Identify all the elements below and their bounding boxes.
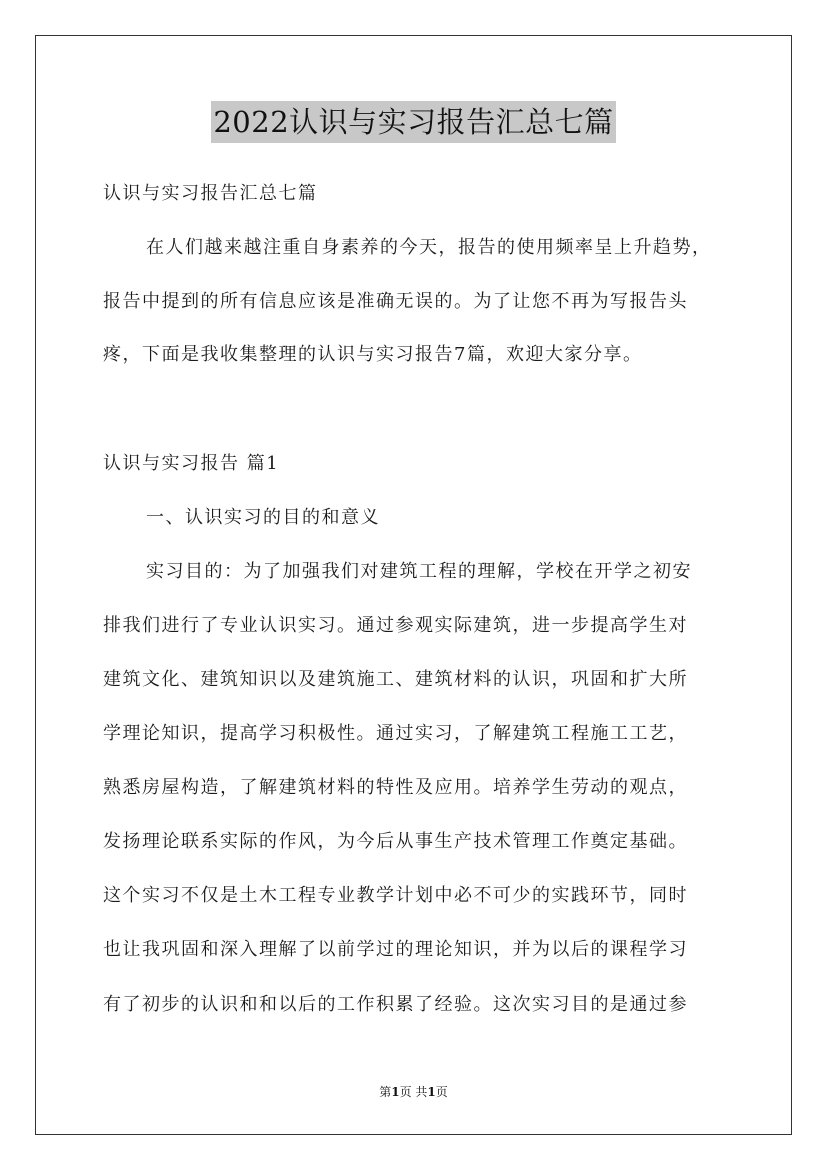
page-mid: 页 共 [399, 1085, 428, 1099]
page-suffix: 页 [435, 1085, 448, 1099]
body-line: 建筑文化、建筑知识以及建筑施工、建筑材料的认识，巩固和扩大所 [103, 669, 688, 690]
body-line: 熟悉房屋构造，了解建筑材料的特性及应用。培养学生劳动的观点， [103, 777, 688, 798]
document-subtitle: 认识与实习报告汇总七篇 [103, 183, 318, 204]
page-total: 1 [427, 1085, 436, 1099]
document-title: 2022认识与实习报告汇总七篇 [211, 101, 615, 143]
body-line: 学理论知识，提高学习积极性。通过实习，了解建筑工程施工工艺， [103, 723, 688, 744]
page-current: 1 [391, 1085, 400, 1099]
section-heading: 认识与实习报告 篇1 [103, 453, 280, 474]
body-line: 也让我巩固和深入理解了以前学过的理论知识，并为以后的课程学习 [103, 939, 688, 960]
body-line: 排我们进行了专业认识实习。通过参观实际建筑，进一步提高学生对 [103, 615, 688, 636]
intro-line: 报告中提到的所有信息应该是准确无误的。为了让您不再为写报告头 [103, 291, 688, 312]
body-line: 这个实习不仅是土木工程专业教学计划中必不可少的实践环节，同时 [103, 885, 688, 906]
intro-line: 在人们越来越注重自身素养的今天，报告的使用频率呈上升趋势， [146, 237, 712, 258]
title-container [0, 101, 827, 143]
section-subheading: 一、认识实习的目的和意义 [146, 507, 380, 528]
page-prefix: 第 [379, 1085, 392, 1099]
page-footer [0, 1084, 827, 1100]
body-line: 有了初步的认识和和以后的工作积累了经验。这次实习目的是通过参 [103, 994, 688, 1015]
intro-line: 疼，下面是我收集整理的认识与实习报告7篇，欢迎大家分享。 [103, 344, 643, 365]
body-line: 发扬理论联系实际的作风，为今后从事生产技术管理工作奠定基础。 [103, 831, 688, 852]
body-line: 实习目的：为了加强我们对建筑工程的理解，学校在开学之初安 [146, 561, 692, 582]
